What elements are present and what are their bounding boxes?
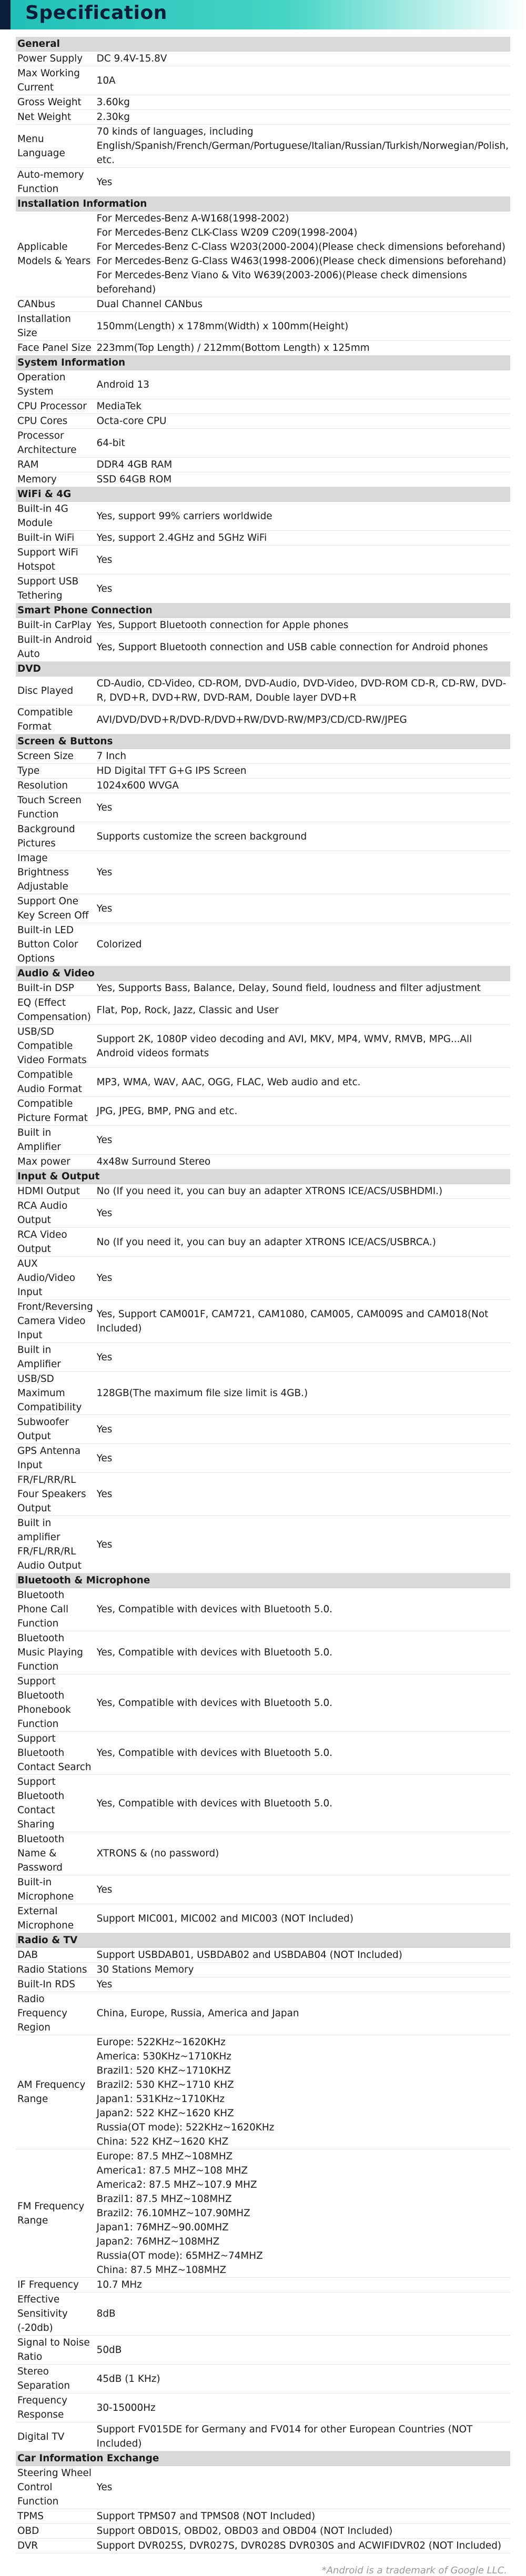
spec-label: CANbus bbox=[16, 297, 95, 312]
spec-value: Yes bbox=[95, 851, 510, 894]
spec-row bbox=[16, 1977, 510, 1992]
spec-value: 30 Stations Memory bbox=[95, 1963, 510, 1977]
spec-label: Support One Key Screen Off bbox=[16, 894, 95, 923]
spec-value: Support FV015DE for Germany and FV014 for other European Countries (NOT Included) bbox=[95, 2422, 510, 2451]
spec-value: Yes, Compatible with devices with Bluetooth 5.0. bbox=[95, 1732, 510, 1775]
spec-value: Europe: 87.5 MHZ~108MHZ America1: 87.5 MHZ~108 MHZ America2: 87.5 MHZ~107.9 MHZ Brazil1: 87.5 MHZ~108MHZ Brazil2: 76.10MHZ~107.90MHZ Japan1: 76MHZ~90.00MHZ Japan2: 76MHZ~108MHZ Russia(OT mode): 65MHZ~74MHZ China: 87.5 MHZ~108MHZ bbox=[95, 2149, 510, 2278]
spec-value: Yes, Support Bluetooth connection and USB cable connection for Android phones bbox=[95, 633, 510, 662]
spec-label: Type bbox=[16, 764, 95, 779]
spec-value: Support TPMS07 and TPMS08 (NOT Included) bbox=[95, 2509, 510, 2524]
spec-table-container bbox=[0, 29, 526, 2553]
spec-value: 10A bbox=[95, 66, 510, 95]
spec-value: Yes bbox=[95, 1199, 510, 1228]
spec-label: EQ (Effect Compensation) bbox=[16, 996, 95, 1025]
spec-label: CPU Processor bbox=[16, 399, 95, 414]
spec-label: Installation Size bbox=[16, 312, 95, 341]
spec-row bbox=[16, 981, 510, 996]
section-header bbox=[16, 356, 510, 370]
spec-value: Yes bbox=[95, 793, 510, 822]
spec-row bbox=[16, 1444, 510, 1473]
spec-value: Android 13 bbox=[95, 370, 510, 399]
spec-value: 7 Inch bbox=[95, 749, 510, 764]
spec-label: Signal to Noise Ratio bbox=[16, 2336, 95, 2365]
spec-label: Gross Weight bbox=[16, 95, 95, 110]
spec-label: AUX Audio/Video Input bbox=[16, 1257, 95, 1300]
spec-label: Built-in CarPlay bbox=[16, 618, 95, 633]
spec-value: Yes, Compatible with devices with Bluetooth 5.0. bbox=[95, 1674, 510, 1732]
spec-label: Effective Sensitivity (-20db) bbox=[16, 2292, 95, 2336]
spec-label: IF Frequency bbox=[16, 2278, 95, 2292]
spec-row bbox=[16, 1732, 510, 1775]
spec-banner bbox=[0, 0, 526, 29]
spec-row bbox=[16, 1516, 510, 1573]
spec-value: 45dB (1 KHz) bbox=[95, 2365, 510, 2393]
trademark-note: *Android is a trademark of Google LLC. bbox=[321, 2565, 507, 2576]
spec-label: Support WiFi Hotspot bbox=[16, 545, 95, 574]
spec-row bbox=[16, 1904, 510, 1933]
spec-row bbox=[16, 822, 510, 851]
spec-row bbox=[16, 1300, 510, 1343]
spec-label: Compatible Picture Format bbox=[16, 1097, 95, 1126]
section-title: General bbox=[16, 37, 510, 52]
spec-value: JPG, JPEG, BMP, PNG and etc. bbox=[95, 1097, 510, 1126]
spec-row bbox=[16, 1588, 510, 1631]
spec-value: 10.7 MHz bbox=[95, 2278, 510, 2292]
spec-value: AVI/DVD/DVD+R/DVD-R/DVD+RW/DVD-RW/MP3/CD/CD-RW/JPEG bbox=[95, 705, 510, 734]
spec-value: Yes bbox=[95, 1126, 510, 1155]
section-header bbox=[16, 1573, 510, 1588]
section-title: DVD bbox=[16, 662, 510, 676]
spec-row bbox=[16, 399, 510, 414]
spec-label: Background Pictures bbox=[16, 822, 95, 851]
spec-value: Yes bbox=[95, 1977, 510, 1992]
section-header bbox=[16, 603, 510, 618]
spec-label: Bluetooth Phone Call Function bbox=[16, 1588, 95, 1631]
section-header bbox=[16, 197, 510, 211]
spec-value: Yes, Compatible with devices with Bluetooth 5.0. bbox=[95, 1631, 510, 1674]
spec-row bbox=[16, 168, 510, 197]
spec-row bbox=[16, 676, 510, 705]
spec-value: Yes bbox=[95, 2466, 510, 2509]
spec-label: USB/SD Compatible Video Formats bbox=[16, 1025, 95, 1068]
spec-label: Front/Reversing Camera Video Input bbox=[16, 1300, 95, 1343]
spec-row bbox=[16, 2422, 510, 2451]
spec-label: Screen Size bbox=[16, 749, 95, 764]
spec-label: FM Frequency Range bbox=[16, 2149, 95, 2278]
spec-value: 64-bit bbox=[95, 429, 510, 458]
spec-row bbox=[16, 1674, 510, 1732]
spec-value: CD-Audio, CD-Video, CD-ROM, DVD-Audio, DVD-Video, DVD-ROM CD-R, CD-RW, DVD-R, DVD+R, DVD+RW, DVD-RAM, Double layer DVD+R bbox=[95, 676, 510, 705]
spec-label: TPMS bbox=[16, 2509, 95, 2524]
spec-value: 70 kinds of languages, including English/Spanish/French/German/Portuguese/Italian/Russian/Turkish/Norwegian/Polish, etc. bbox=[95, 125, 510, 168]
spec-value: HD Digital TFT G+G IPS Screen bbox=[95, 764, 510, 779]
spec-value: Yes, support 99% carriers worldwide bbox=[95, 502, 510, 531]
spec-row bbox=[16, 1343, 510, 1372]
spec-row bbox=[16, 52, 510, 66]
spec-value: Yes bbox=[95, 545, 510, 574]
spec-label: Radio Stations bbox=[16, 1963, 95, 1977]
banner-accent bbox=[0, 0, 11, 29]
section-header bbox=[16, 37, 510, 52]
spec-label: Built-in LED Button Color Options bbox=[16, 923, 95, 966]
spec-label: Auto-memory Function bbox=[16, 168, 95, 197]
section-title: Bluetooth & Microphone bbox=[16, 1573, 510, 1588]
spec-row bbox=[16, 211, 510, 297]
spec-row bbox=[16, 633, 510, 662]
spec-label: Built-in Microphone bbox=[16, 1875, 95, 1904]
spec-label: Built-In RDS bbox=[16, 1977, 95, 1992]
spec-label: Face Panel Size bbox=[16, 341, 95, 356]
spec-label: Built-in DSP bbox=[16, 981, 95, 996]
spec-row bbox=[16, 1631, 510, 1674]
spec-value: Support 2K, 1080P video decoding and AVI, MKV, MP4, WMV, RMVB, MPG...All Android videos formats bbox=[95, 1025, 510, 1068]
spec-row bbox=[16, 502, 510, 531]
spec-value: Support USBDAB01, USBDAB02 and USBDAB04 (NOT Included) bbox=[95, 1948, 510, 1963]
spec-value: Yes, Support CAM001F, CAM721, CAM1080, CAM005, CAM009S and CAM018(Not Included) bbox=[95, 1300, 510, 1343]
spec-row bbox=[16, 429, 510, 458]
spec-value: Support OBD01S, OBD02, OBD03 and OBD04 (NOT Included) bbox=[95, 2524, 510, 2539]
spec-label: USB/SD Maximum Compatibility bbox=[16, 1372, 95, 1415]
section-title: Input & Output bbox=[16, 1169, 510, 1184]
spec-label: Steering Wheel Control Function bbox=[16, 2466, 95, 2509]
spec-row bbox=[16, 125, 510, 168]
spec-label: Touch Screen Function bbox=[16, 793, 95, 822]
spec-label: Resolution bbox=[16, 779, 95, 793]
spec-value: Dual Channel CANbus bbox=[95, 297, 510, 312]
spec-value: For Mercedes-Benz A-W168(1998-2002) For Mercedes-Benz CLK-Class W209 C209(1998-2004) For Mercedes-Benz C-Class W203(2000-2004)(Please check dimensions beforehand) For Mercedes-Benz G-Class W463(1998-2006)(Please check dimensions beforehand) For Mercedes-Benz Viano & Vito W639(2003-2006)(Please check dimensions beforehand) bbox=[95, 211, 510, 297]
spec-value: DC 9.4V-15.8V bbox=[95, 52, 510, 66]
section-title: System Information bbox=[16, 356, 510, 370]
spec-row bbox=[16, 2466, 510, 2509]
spec-row bbox=[16, 1155, 510, 1169]
spec-row bbox=[16, 574, 510, 603]
spec-value: Yes, support 2.4GHz and 5GHz WiFi bbox=[95, 531, 510, 545]
spec-row bbox=[16, 1372, 510, 1415]
spec-table-body bbox=[16, 37, 510, 2553]
section-title: WiFi & 4G bbox=[16, 487, 510, 502]
spec-value: 150mm(Length) x 178mm(Width) x 100mm(Height) bbox=[95, 312, 510, 341]
spec-label: Compatible Audio Format bbox=[16, 1068, 95, 1097]
spec-value: Yes bbox=[95, 168, 510, 197]
spec-label: Stereo Separation bbox=[16, 2365, 95, 2393]
spec-row bbox=[16, 341, 510, 356]
spec-row bbox=[16, 1832, 510, 1875]
section-header bbox=[16, 2451, 510, 2466]
spec-value: MediaTek bbox=[95, 399, 510, 414]
spec-value: Yes, Support Bluetooth connection for Apple phones bbox=[95, 618, 510, 633]
spec-row bbox=[16, 370, 510, 399]
spec-row bbox=[16, 312, 510, 341]
spec-label: Bluetooth Name & Password bbox=[16, 1832, 95, 1875]
spec-value: 30-15000Hz bbox=[95, 2393, 510, 2422]
spec-label: Built-in Android Auto bbox=[16, 633, 95, 662]
spec-row bbox=[16, 1257, 510, 1300]
spec-value: 50dB bbox=[95, 2336, 510, 2365]
spec-label: CPU Cores bbox=[16, 414, 95, 429]
spec-row bbox=[16, 414, 510, 429]
spec-label: Radio Frequency Region bbox=[16, 1992, 95, 2035]
spec-label: External Microphone bbox=[16, 1904, 95, 1933]
spec-value: 3.60kg bbox=[95, 95, 510, 110]
spec-row bbox=[16, 2509, 510, 2524]
spec-row bbox=[16, 531, 510, 545]
spec-label: Max power bbox=[16, 1155, 95, 1169]
spec-row bbox=[16, 705, 510, 734]
spec-row bbox=[16, 297, 510, 312]
spec-value: MP3, WMA, WAV, AAC, OGG, FLAC, Web audio and etc. bbox=[95, 1068, 510, 1097]
spec-row bbox=[16, 764, 510, 779]
spec-row bbox=[16, 851, 510, 894]
spec-value: XTRONS & (no password) bbox=[95, 1832, 510, 1875]
spec-value: Octa-core CPU bbox=[95, 414, 510, 429]
spec-row bbox=[16, 95, 510, 110]
section-header bbox=[16, 1933, 510, 1948]
spec-row bbox=[16, 2365, 510, 2393]
section-header bbox=[16, 1169, 510, 1184]
spec-row bbox=[16, 618, 510, 633]
page-title: Specification bbox=[25, 2, 167, 24]
spec-row bbox=[16, 2524, 510, 2539]
spec-row bbox=[16, 545, 510, 574]
spec-row bbox=[16, 1992, 510, 2035]
spec-label: Operation System bbox=[16, 370, 95, 399]
section-header bbox=[16, 487, 510, 502]
spec-value: Yes bbox=[95, 1444, 510, 1473]
spec-label: Built in Amplifier bbox=[16, 1343, 95, 1372]
spec-value: 4x48w Surround Stereo bbox=[95, 1155, 510, 1169]
spec-label: Frequency Response bbox=[16, 2393, 95, 2422]
spec-row bbox=[16, 110, 510, 125]
spec-row bbox=[16, 2336, 510, 2365]
spec-row bbox=[16, 1775, 510, 1832]
spec-value: 128GB(The maximum file size limit is 4GB.) bbox=[95, 1372, 510, 1415]
spec-row bbox=[16, 1963, 510, 1977]
spec-row bbox=[16, 1875, 510, 1904]
section-header bbox=[16, 966, 510, 981]
spec-label: RCA Video Output bbox=[16, 1228, 95, 1257]
spec-label: RAM bbox=[16, 458, 95, 472]
spec-value: Yes, Supports Bass, Balance, Delay, Sound field, loudness and filter adjustment bbox=[95, 981, 510, 996]
spec-value: Supports customize the screen background bbox=[95, 822, 510, 851]
spec-value: Yes, Compatible with devices with Bluetooth 5.0. bbox=[95, 1588, 510, 1631]
spec-label: Max Working Current bbox=[16, 66, 95, 95]
spec-label: Power Supply bbox=[16, 52, 95, 66]
spec-value: 1024x600 WVGA bbox=[95, 779, 510, 793]
spec-row bbox=[16, 996, 510, 1025]
spec-row bbox=[16, 2292, 510, 2336]
spec-label: Built-in 4G Module bbox=[16, 502, 95, 531]
spec-row bbox=[16, 779, 510, 793]
spec-table bbox=[16, 37, 510, 2553]
spec-value: Yes bbox=[95, 894, 510, 923]
spec-label: Digital TV bbox=[16, 2422, 95, 2451]
spec-label: DVR bbox=[16, 2539, 95, 2553]
spec-label: Support Bluetooth Contact Search bbox=[16, 1732, 95, 1775]
spec-label: Support Bluetooth Phonebook Function bbox=[16, 1674, 95, 1732]
section-title: Car Information Exchange bbox=[16, 2451, 510, 2466]
spec-row bbox=[16, 2149, 510, 2278]
spec-row bbox=[16, 1097, 510, 1126]
spec-label: Bluetooth Music Playing Function bbox=[16, 1631, 95, 1674]
spec-label: Net Weight bbox=[16, 110, 95, 125]
spec-label: Support USB Tethering bbox=[16, 574, 95, 603]
spec-value: Yes bbox=[95, 574, 510, 603]
section-title: Smart Phone Connection bbox=[16, 603, 510, 618]
spec-label: RCA Audio Output bbox=[16, 1199, 95, 1228]
spec-row bbox=[16, 1025, 510, 1068]
spec-row bbox=[16, 1473, 510, 1516]
spec-label: Processor Architecture bbox=[16, 429, 95, 458]
spec-value: Colorized bbox=[95, 923, 510, 966]
spec-value: Yes, Compatible with devices with Bluetooth 5.0. bbox=[95, 1775, 510, 1832]
spec-row bbox=[16, 458, 510, 472]
section-title: Installation Information bbox=[16, 197, 510, 211]
spec-label: DAB bbox=[16, 1948, 95, 1963]
spec-row bbox=[16, 2035, 510, 2149]
spec-label: Menu Language bbox=[16, 125, 95, 168]
spec-value: DDR4 4GB RAM bbox=[95, 458, 510, 472]
spec-label: GPS Antenna Input bbox=[16, 1444, 95, 1473]
spec-row bbox=[16, 1126, 510, 1155]
spec-row bbox=[16, 2393, 510, 2422]
spec-label: Image Brightness Adjustable bbox=[16, 851, 95, 894]
spec-row bbox=[16, 1948, 510, 1963]
section-title: Screen & Buttons bbox=[16, 734, 510, 749]
section-header bbox=[16, 662, 510, 676]
spec-row bbox=[16, 472, 510, 487]
spec-value: Yes bbox=[95, 1473, 510, 1516]
spec-row bbox=[16, 66, 510, 95]
spec-value: 223mm(Top Length) / 212mm(Bottom Length) x 125mm bbox=[95, 341, 510, 356]
spec-label: HDMI Output bbox=[16, 1184, 95, 1199]
spec-value: Yes bbox=[95, 1257, 510, 1300]
spec-row bbox=[16, 2539, 510, 2553]
section-header bbox=[16, 734, 510, 749]
spec-row bbox=[16, 1228, 510, 1257]
spec-row bbox=[16, 1199, 510, 1228]
spec-label: Disc Played bbox=[16, 676, 95, 705]
section-title: Audio & Video bbox=[16, 966, 510, 981]
spec-label: Subwoofer Output bbox=[16, 1415, 95, 1444]
spec-label: Applicable Models & Years bbox=[16, 211, 95, 297]
spec-row bbox=[16, 1415, 510, 1444]
spec-value: Support MIC001, MIC002 and MIC003 (NOT Included) bbox=[95, 1904, 510, 1933]
spec-value: Flat, Pop, Rock, Jazz, Classic and User bbox=[95, 996, 510, 1025]
spec-row bbox=[16, 749, 510, 764]
spec-label: Built in Amplifier bbox=[16, 1126, 95, 1155]
spec-value: No (If you need it, you can buy an adapter XTRONS ICE/ACS/USBRCA.) bbox=[95, 1228, 510, 1257]
spec-row bbox=[16, 1184, 510, 1199]
spec-label: FR/FL/RR/RL Four Speakers Output bbox=[16, 1473, 95, 1516]
spec-value: Support DVR025S, DVR027S, DVR028S DVR030S and ACWIFIDVR02 (NOT Included) bbox=[95, 2539, 510, 2553]
section-title: Radio & TV bbox=[16, 1933, 510, 1948]
spec-value: SSD 64GB ROM bbox=[95, 472, 510, 487]
spec-row bbox=[16, 793, 510, 822]
spec-value: Yes bbox=[95, 1343, 510, 1372]
spec-row bbox=[16, 1068, 510, 1097]
spec-label: Compatible Format bbox=[16, 705, 95, 734]
spec-value: 8dB bbox=[95, 2292, 510, 2336]
spec-label: AM Frequency Range bbox=[16, 2035, 95, 2149]
spec-value: 2.30kg bbox=[95, 110, 510, 125]
spec-value: No (If you need it, you can buy an adapter XTRONS ICE/ACS/USBHDMI.) bbox=[95, 1184, 510, 1199]
spec-value: Yes bbox=[95, 1875, 510, 1904]
spec-label: Built in amplifier FR/FL/RR/RL Audio Output bbox=[16, 1516, 95, 1573]
spec-row bbox=[16, 923, 510, 966]
spec-label: OBD bbox=[16, 2524, 95, 2539]
spec-label: Built-in WiFi bbox=[16, 531, 95, 545]
spec-value: China, Europe, Russia, America and Japan bbox=[95, 1992, 510, 2035]
spec-label: Support Bluetooth Contact Sharing bbox=[16, 1775, 95, 1832]
spec-label: Memory bbox=[16, 472, 95, 487]
spec-value: Yes bbox=[95, 1415, 510, 1444]
spec-row bbox=[16, 894, 510, 923]
spec-value: Yes bbox=[95, 1516, 510, 1573]
spec-row bbox=[16, 2278, 510, 2292]
spec-value: Europe: 522KHz~1620KHz America: 530KHz~1710KHz Brazil1: 520 KHZ~1710KHZ Brazil2: 530 KHZ~1710 KHZ Japan1: 531KHz~1710KHz Japan2: 522 KHZ~1620 KHZ Russia(OT mode): 522KHz~1620KHz China: 522 KHZ~1620 KHZ bbox=[95, 2035, 510, 2149]
